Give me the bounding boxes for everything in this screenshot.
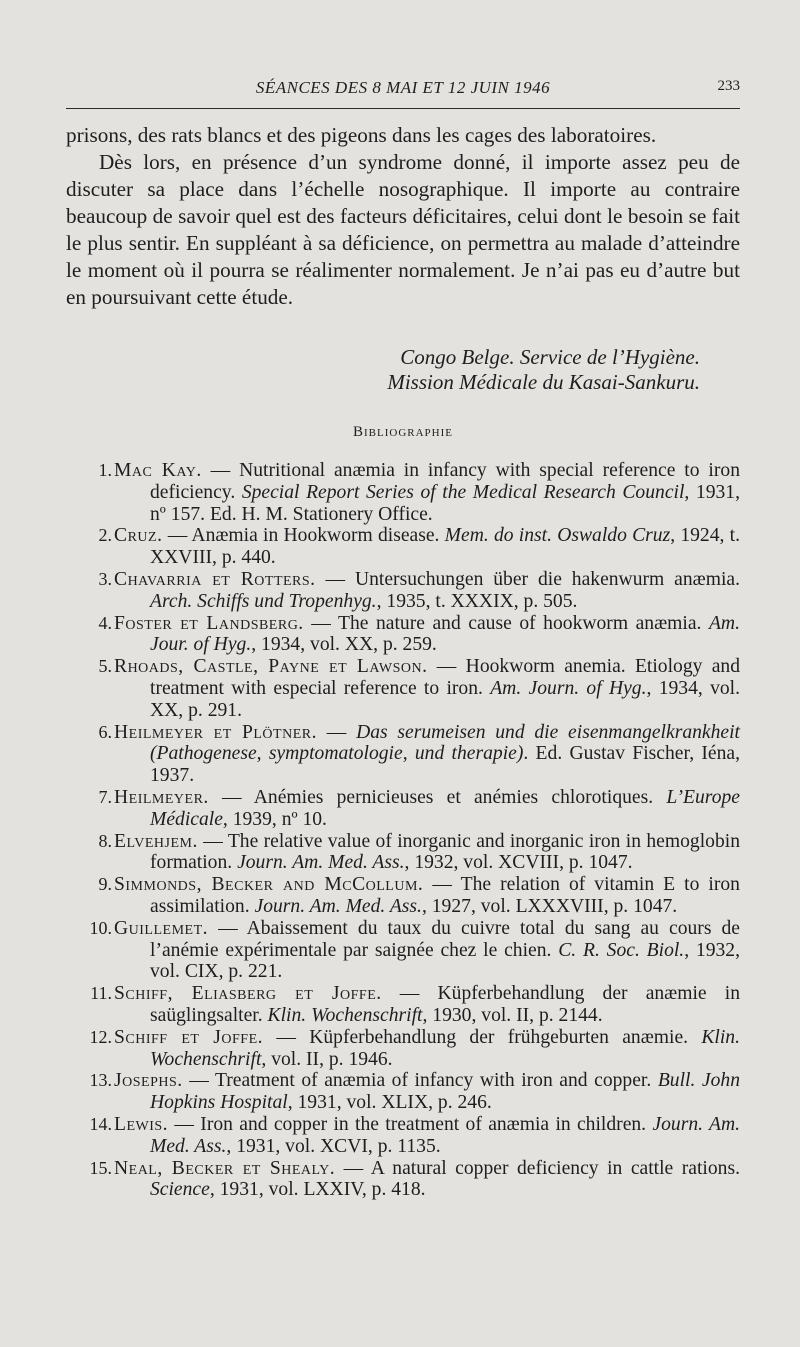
reference-entry [66,787,740,831]
header-rule [66,108,740,109]
reference-entry [66,460,740,525]
reference-entry [66,613,740,657]
reference-source: Am. Journ. of Hyg. [490,677,647,699]
reference-source: Journ. Am. Med. Ass. [150,1113,740,1157]
reference-number: 15. [89,1157,112,1178]
reference-source: Mem. do inst. Oswaldo Cruz [444,525,671,547]
reference-title: — Anémies pernicieuses et anémies chlorotiques. [208,786,667,808]
reference-source: L’Europe Médicale [150,786,740,830]
reference-entry [66,1027,740,1071]
reference-body [114,1026,740,1071]
reference-entry [66,983,740,1027]
reference-source: Journ. Am. Med. Ass. [237,852,405,874]
paragraph: Dès lors, en présence d’un syndrome donné, il importe assez peu de discuter sa place dans l’échelle nosographique. Il importe au contraire beaucoup de savoir quel est des facteurs déficitaires, celui dont le besoin se fait le plus sentir. En suppléant à sa déficience, on permettra au malade d’atteindre le moment où il pourra se réalimenter normalement. Je n’ai pas eu d’autre but en poursuivant cette étude. [66,150,740,309]
reference-title: — Hookworm anemia. Etiology and treatment with especial reference to iron. [150,656,741,699]
signature-line: Congo Belge. Service de l’Hygiène. [400,345,700,369]
reference-number: 7. [98,786,112,807]
reference-body [114,568,740,613]
reference-authors: Heilmeyer. [114,786,209,808]
reference-entry [66,1114,740,1158]
reference-body [114,525,740,569]
reference-details: . Ed. Gustav Fischer, Iéna, 1937. [150,743,740,787]
reference-authors: Guillemet. [114,917,209,939]
reference-source: Das serumeisen und die eisenmangelkrankheit (Pathogenese, symptomatologie, und therapie) [150,721,740,765]
reference-authors: Josephs. [114,1070,183,1092]
reference-entry [66,831,740,875]
page-header [66,76,740,102]
signature-line: Mission Médicale du Kasai-Sankuru. [387,370,700,394]
reference-number: 3. [98,568,112,589]
reference-details: , 1924, t. XXVIII, p. 440. [150,525,740,569]
reference-body [114,1157,740,1202]
reference-title: — The relative value of inorganic and inorganic iron in hemoglobin formation. [150,830,740,874]
reference-details: , 1931, vol. LXXIV, p. 418. [209,1179,426,1201]
reference-number: 9. [98,874,112,895]
reference-title: — The relation of vitamin E to iron assimilation. [150,874,740,917]
reference-body [114,1070,740,1114]
reference-authors: Mac Kay. [114,460,202,481]
reference-number: 12. [89,1026,112,1047]
reference-body [114,786,740,831]
reference-details: , 1932, vol. XCVIII, p. 1047. [404,852,633,874]
reference-source: Arch. Schiffs und Tropenhyg. [150,590,377,612]
reference-source: C. R. Soc. Biol. [558,939,685,961]
reference-authors: Schiff, Eliasberg et Joffe. [114,983,382,1005]
reference-authors: Elvehjem. [114,830,198,852]
reference-title: — The nature and cause of hookworm anæmia. [303,612,709,634]
reference-entry [66,1158,740,1202]
reference-title: — [317,721,357,743]
reference-entry [66,918,740,983]
reference-authors: Schiff et Joffe. [114,1026,264,1048]
reference-entry [66,525,740,569]
reference-number: 6. [98,721,112,742]
reference-title: — Treatment of anæmia of infancy with iron and copper. [182,1070,658,1092]
reference-source: Klin. Wochenschrift [267,1004,423,1026]
reference-body [114,460,740,525]
reference-number: 5. [98,656,112,677]
reference-title: — Küpferbehandlung der frühgeburten anæmie. [263,1026,702,1048]
reference-body [114,612,740,657]
reference-details: , 1927, vol. LXXXVIII, p. 1047. [421,895,678,917]
reference-title: — Nutritional anæmia in infancy with special reference to iron deficiency. [150,460,740,503]
reference-source: Journ. Am. Med. Ass. [254,895,422,917]
reference-authors: Heilmeyer et Plötner. [114,721,317,743]
reference-number: 2. [98,525,112,546]
reference-body [114,656,741,721]
page-number: 233 [717,78,740,94]
reference-details: , 1930, vol. II, p. 2144. [422,1004,603,1026]
reference-title: — Untersuchungen über die hakenwurm anæmia. [315,568,740,590]
reference-body [114,721,740,787]
reference-body [114,830,740,875]
reference-details: , 1932, vol. CIX, p. 221. [150,939,740,983]
reference-details: , 1931, vol. XCVI, p. 1135. [226,1135,441,1157]
reference-entry [66,569,740,613]
reference-source: Bull. John Hopkins Hospital [150,1070,740,1114]
reference-details: , 1935, t. XXXIX, p. 505. [376,590,578,612]
reference-entry [66,656,740,721]
reference-details: , vol. II, p. 1946. [261,1048,393,1070]
reference-title: — Küpferbehandlung der anæmie in saüglingsalter. [150,983,741,1026]
reference-authors: Simmonds, Becker and McCollum. [114,874,424,896]
reference-source: Klin. Wochenschrift [150,1026,740,1070]
reference-number: 14. [89,1113,112,1134]
reference-number: 10. [89,917,112,938]
reference-details: , 1931, nº 157. Ed. H. M. Stationery Office. [150,481,740,525]
reference-authors: Lewis. [114,1113,169,1135]
reference-details: , 1934, vol. XX, p. 259. [251,634,437,656]
reference-body [114,983,741,1027]
reference-authors: Cruz. [114,525,163,547]
reference-source: Science [150,1179,210,1201]
reference-title: — Abaissement du taux du cuivre total du sang au cours de l’anémie expérimentale par saignée chez le chien. [150,917,740,961]
reference-entry [66,722,740,787]
reference-body [114,1113,740,1158]
reference-body [114,917,740,983]
reference-authors: Foster et Landsberg. [114,612,304,634]
reference-number: 13. [89,1070,112,1091]
bibliography-heading: Bibliographie [353,424,453,440]
paragraph: prisons, des rats blancs et des pigeons dans les cages des laboratoires. [66,123,657,147]
reference-details: , 1934, vol. XX, p. 291. [150,677,740,721]
reference-authors: Neal, Becker et Shealy. [114,1157,336,1179]
reference-entry [66,1070,740,1114]
reference-number: 1. [98,460,112,480]
reference-source: Am. Jour. of Hyg. [150,612,740,656]
reference-number: 4. [98,612,112,633]
reference-title: — Anæmia in Hookworm disease. [162,525,445,547]
reference-details: , 1939, nº 10. [222,808,327,830]
running-title: SÉANCES DES 8 MAI ET 12 JUIN 1946 [255,78,551,97]
reference-body [114,874,740,918]
bibliography-list [66,460,740,1201]
reference-details: , 1931, vol. XLIX, p. 246. [287,1092,492,1114]
reference-number: 11. [90,983,112,1004]
reference-source: Special Report Series of the Medical Research Council [241,481,685,503]
reference-authors: Rhoads, Castle, Payne et Lawson. [114,656,428,678]
reference-entry [66,874,740,918]
reference-title: — A natural copper deficiency in cattle rations. [335,1157,740,1179]
body-text [66,122,740,311]
reference-number: 8. [98,830,112,851]
reference-authors: Chavarria et Rotters. [114,568,316,590]
reference-title: — Iron and copper in the treatment of anæmia in children. [168,1113,653,1135]
